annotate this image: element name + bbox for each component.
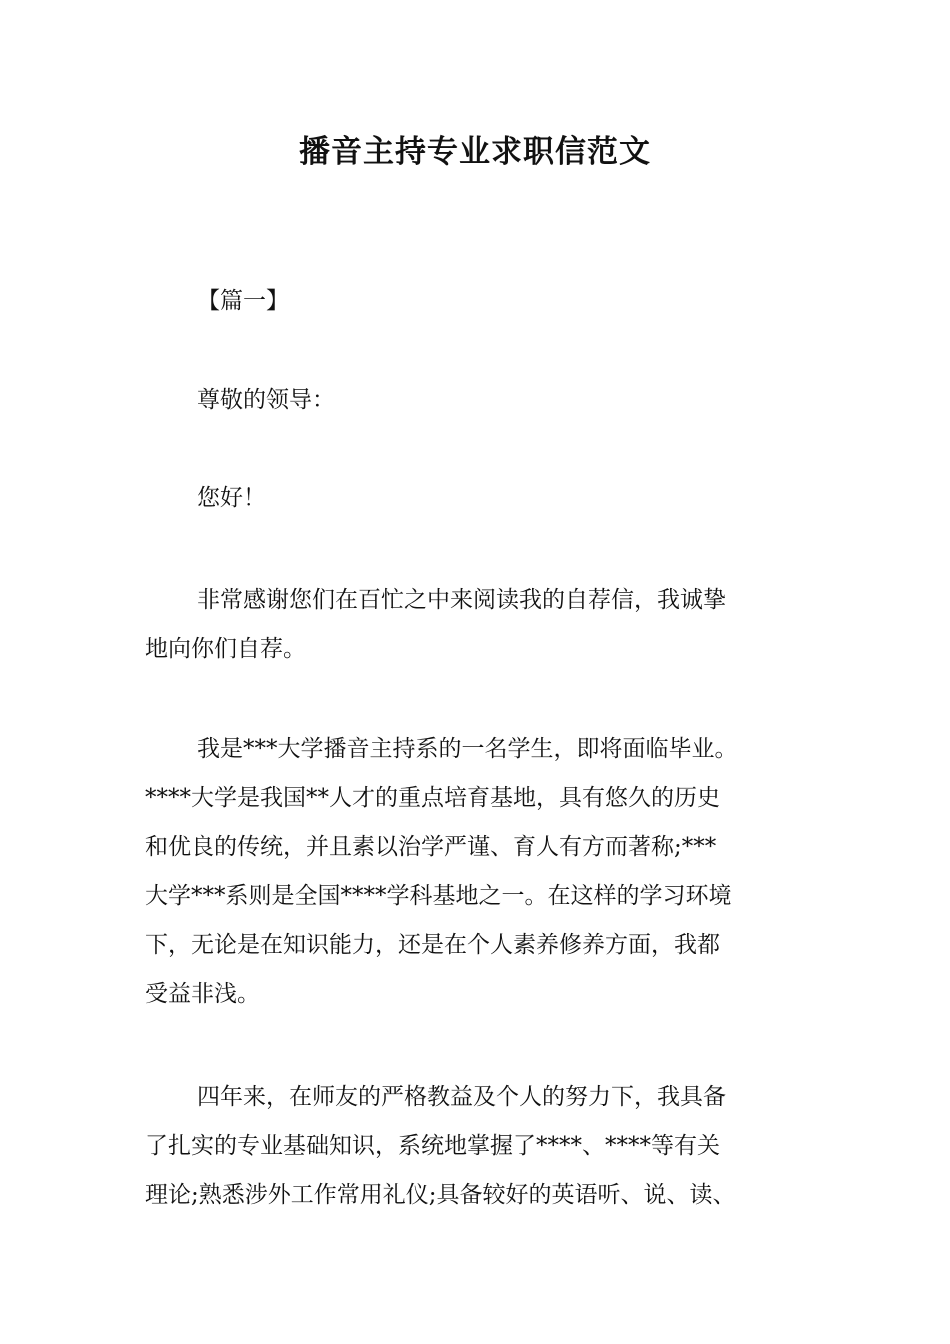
paragraph-3 [145, 1073, 805, 1220]
paragraph-2 [145, 725, 805, 1019]
section-heading: 【篇一】 [197, 288, 289, 314]
paragraph-line: 受益非浅。 [145, 981, 260, 1007]
greeting: 您好！ [197, 485, 266, 511]
paragraph-line: 我是***大学播音主持系的一名学生，即将面临毕业。 [197, 736, 738, 762]
paragraph-line: 四年来，在师友的严格教益及个人的努力下，我具备 [197, 1084, 726, 1110]
paragraph-line: 理论;熟悉涉外工作常用礼仪;具备较好的英语听、说、读、 [145, 1182, 736, 1208]
paragraph-1 [145, 576, 805, 674]
paragraph-line: 大学***系则是全国****学科基地之一。在这样的学习环境 [145, 883, 732, 909]
paragraph-line: 和优良的传统，并且素以治学严谨、育人有方而著称;*** [145, 834, 717, 860]
document-title: 播音主持专业求职信范文 [299, 134, 651, 170]
salutation: 尊敬的领导： [197, 387, 335, 413]
paragraph-line: 非常感谢您们在百忙之中来阅读我的自荐信，我诚挚 [197, 587, 726, 613]
paragraph-line: 了扎实的专业基础知识，系统地掌握了****、****等有关 [145, 1133, 720, 1159]
paragraph-line: 地向你们自荐。 [145, 636, 306, 662]
paragraph-line: ****大学是我国**人才的重点培育基地，具有悠久的历史 [145, 785, 720, 811]
paragraph-line: 下，无论是在知识能力，还是在个人素养修养方面，我都 [145, 932, 720, 958]
